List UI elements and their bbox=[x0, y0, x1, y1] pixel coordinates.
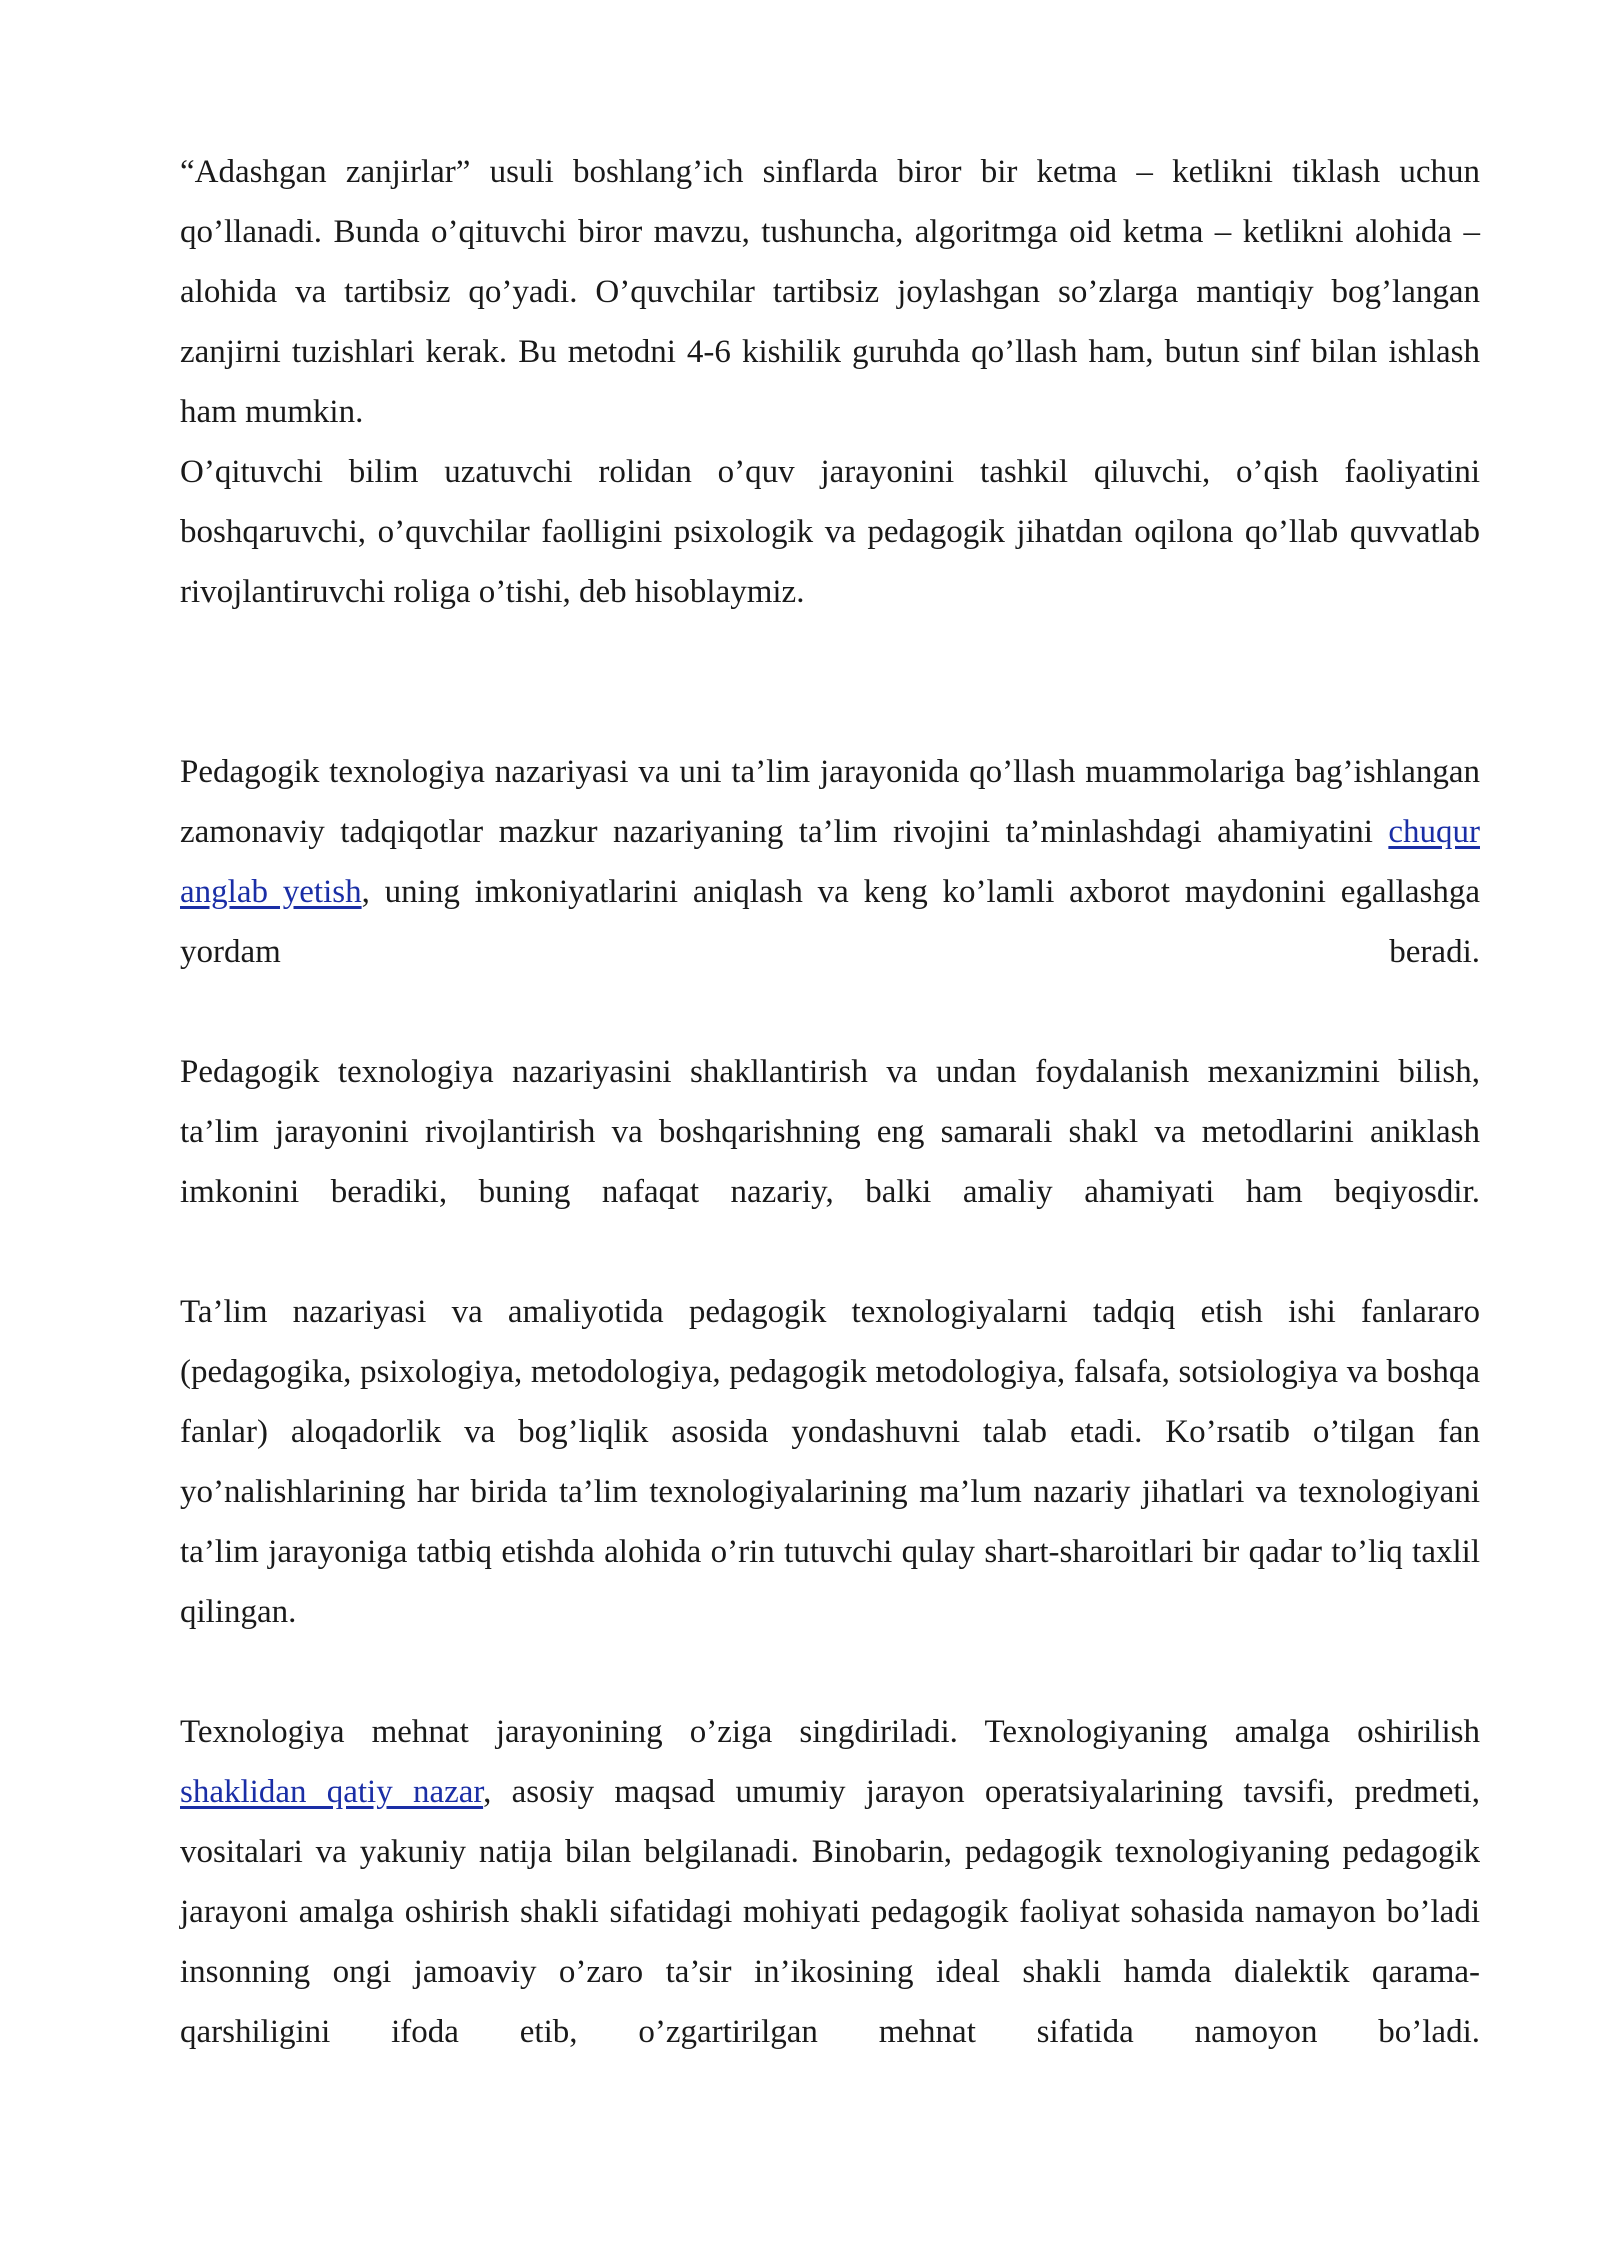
paragraph-spacer bbox=[180, 982, 1480, 1042]
paragraph-text: Pedagogik texnologiya nazariyasi va uni ta’lim jarayonida qo’llash muammolariga bag’ishlangan zamonaviy tadqiqotlar mazkur nazariyaning ta’lim rivojini ta’minlashdagi ahamiyatini bbox=[180, 754, 1480, 850]
paragraph-texnologiya-mehnat bbox=[180, 1702, 1480, 2062]
paragraph-text: Texnologiya mehnat jarayonining o’ziga singdiriladi. Texnologiyaning amalga oshirilish bbox=[180, 1714, 1480, 1750]
link-shaklidan-qatiy-nazar[interactable]: shaklidan qatiy nazar bbox=[180, 1774, 484, 1810]
paragraph-pedagogik-texnologiya-nazariyasi bbox=[180, 742, 1480, 982]
paragraph-nazariyani-shakllantirish: Pedagogik texnologiya nazariyasini shakllantirish va undan foydalanish mexanizmini bilish, ta’lim jarayonini rivojlantirish va boshqarishning eng samarali shakl va metodlarini aniklash imkonini beradiki, buning nafaqat nazariy, balki amaliy ahamiyati ham beqiyosdir. bbox=[180, 1054, 1480, 1210]
paragraph-text: , uning imkoniyatlarini aniqlash va keng ko’lamli axborot maydonini egallashga yordam beradi. bbox=[180, 874, 1480, 970]
document-body bbox=[180, 142, 1480, 2062]
link-chuqur-anglab-yetish[interactable]: chuqur anglab yetish bbox=[180, 814, 1480, 910]
paragraph-spacer bbox=[180, 1222, 1480, 1282]
paragraph-adashgan-zanjirlar: “Adashgan zanjirlar” usuli boshlang’ich sinflarda biror bir ketma – ketlikni tiklash uchun qo’llanadi. Bunda o’qituvchi biror mavzu, tushuncha, algoritmga oid ketma – ketlikni alohida – alohida va tartibsiz qo’yadi. O’quvchilar tartibsiz joylashgan so’zlarga mantiqiy bog’langan zanjirni tuzishlari kerak. Bu metodni 4-6 kishilik guruhda qo’llash ham, butun sinf bilan ishlash ham mumkin. bbox=[180, 154, 1480, 430]
paragraph-spacer bbox=[180, 622, 1480, 742]
paragraph-spacer bbox=[180, 1642, 1480, 1702]
paragraph-text: , asosiy maqsad umumiy jarayon operatsiyalarining tavsifi, predmeti, vositalari va yakuniy natija bilan belgilanadi. Binobarin, pedagogik texnologiyaning pedagogik jarayoni amalga oshirish shakli sifatidagi mohiyati pedagogik faoliyat sohasida namayon bo’ladi insonning ongi jamoaviy o’zaro ta’sir in’ikosining ideal shakli hamda dialektik qarama-qarshiligini ifoda etib, o’zgartirilgan mehnat sifatida namoyon bo’ladi. bbox=[180, 1774, 1480, 2050]
paragraph-talim-nazariyasi: Ta’lim nazariyasi va amaliyotida pedagogik texnologiyalarni tadqiq etish ishi fanlararo (pedagogika, psixologiya, metodologiya, pedagogik metodologiya, falsafa, sotsiologiya va boshqa fanlar) aloqadorlik va bog’liqlik asosida yondashuvni talab etadi. Ko’rsatib o’tilgan fan yo’nalishlarining har birida ta’lim texnologiyalarining ma’lum nazariy jihatlari va texnologiyani ta’lim jarayoniga tatbiq etishda alohida o’rin tutuvchi qulay shart-sharoitlari bir qadar to’liq taxlil qilingan. bbox=[180, 1294, 1480, 1630]
paragraph-oqituvchi-roli: O’qituvchi bilim uzatuvchi rolidan o’quv jarayonini tashkil qiluvchi, o’qish faoliyatini boshqaruvchi, o’quvchilar faolligini psixologik va pedagogik jihatdan oqilona qo’llab quvvatlab rivojlantiruvchi roliga o’tishi, deb hisoblaymiz. bbox=[180, 454, 1480, 610]
